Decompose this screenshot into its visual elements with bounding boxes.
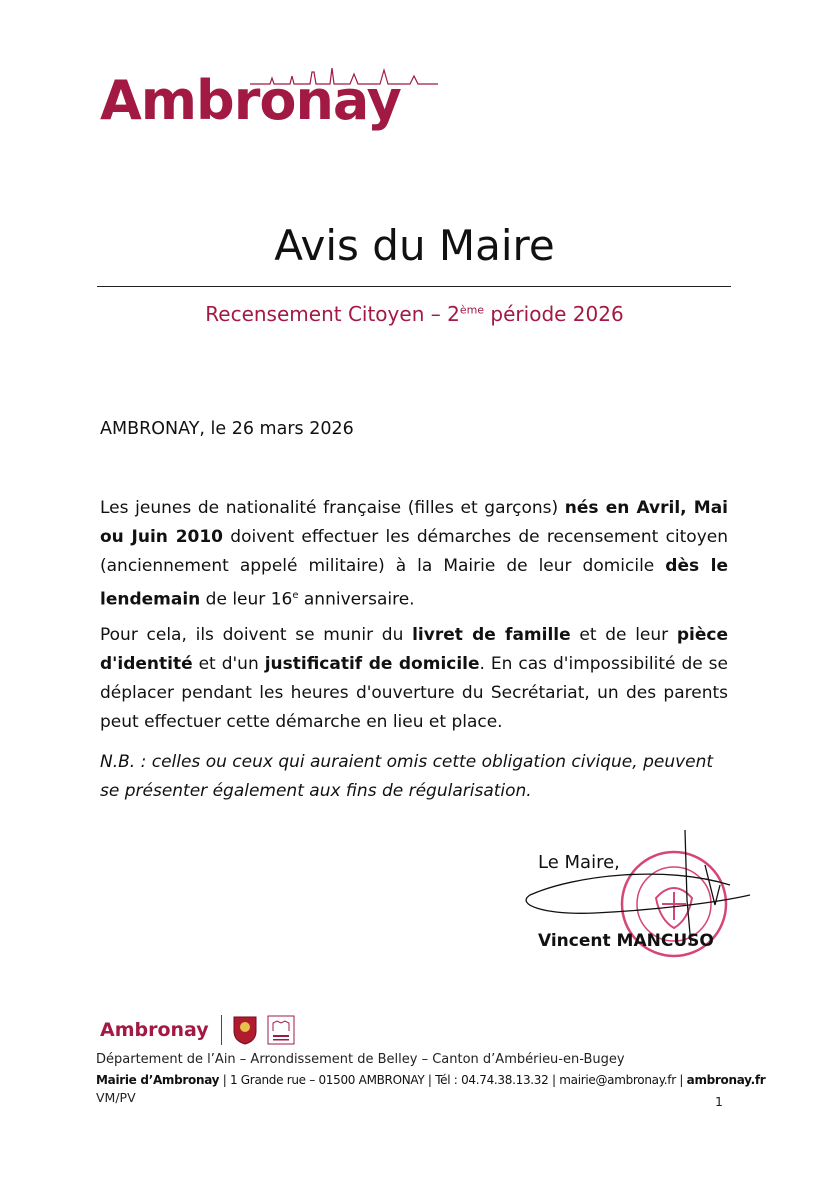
subtitle: Recensement Citoyen – 2ème période 2026	[205, 302, 624, 326]
logo-text: Ambronay	[100, 69, 401, 132]
footer-logo-divider	[221, 1015, 222, 1045]
title-divider	[97, 286, 731, 287]
paragraph-2: Pour cela, ils doivent se munir du livret de famille et de leur pièce d'identité et d'un justificatif de domicile. En cas d'impossibilité de se déplacer pendant les heures d'ouverture du Secrétariat, un des parents peut effectuer cette démarche en lieu et place.	[100, 625, 729, 732]
footer-contact-line: Mairie d’Ambronay | 1 Grande rue – 01500 AMBRONAY | Tél : 04.74.38.13.32 | mairie@ambronay.fr | ambronay.fr	[96, 1073, 766, 1087]
footer-logo-text: Ambronay	[100, 1019, 209, 1041]
date-line: AMBRONAY, le 26 mars 2026	[100, 419, 354, 439]
page-number: 1	[715, 1094, 723, 1109]
paragraph-1: Les jeunes de nationalité française (filles et garçons) nés en Avril, Mai ou Juin 2010 doivent effectuer les démarches de recensement citoyen (anciennement appelé militaire) à la Mairie de leur domicile dès le lendemain de leur 16e anniversaire.	[100, 498, 729, 610]
ambronay-logo	[100, 50, 440, 140]
petite-cite-badge-icon	[267, 1015, 295, 1045]
coat-of-arms-icon	[232, 1015, 258, 1045]
footer-address-line: Département de l’Ain – Arrondissement de Belley – Canton d’Ambérieu-en-Bugey	[96, 1052, 625, 1067]
signatory-name: Vincent MANCUSO	[538, 931, 714, 951]
reference-initials: VM/PV	[96, 1090, 136, 1105]
signature-title: Le Maire,	[538, 852, 620, 873]
nb-note: N.B. : celles ou ceux qui auraient omis cette obligation civique, peuvent se présenter également aux fins de régularisation.	[100, 752, 714, 801]
page-title: Avis du Maire	[274, 221, 555, 270]
